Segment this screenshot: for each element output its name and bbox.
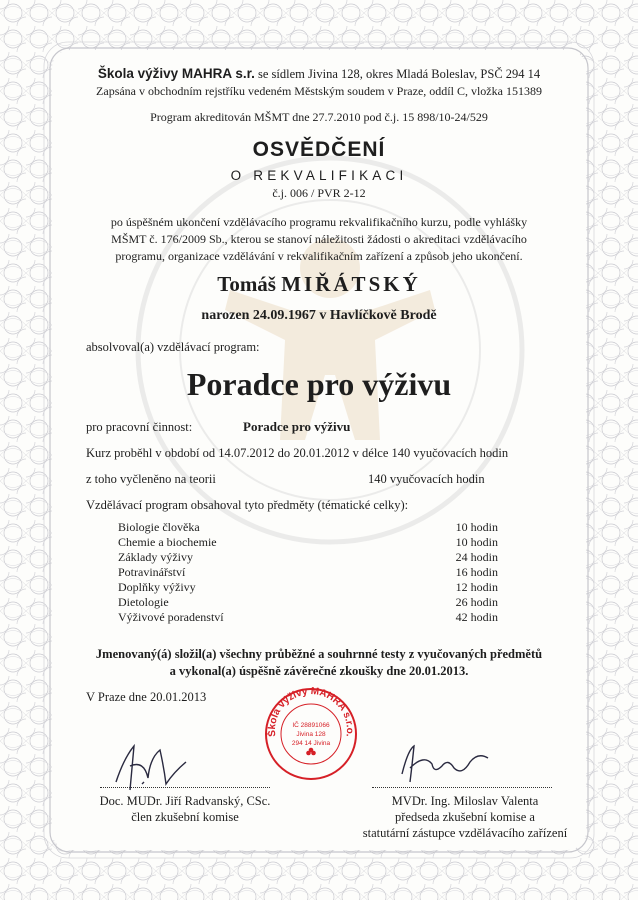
graduate-name: [0, 272, 638, 297]
stamp-city: 294 14 Jivina: [291, 740, 331, 747]
accreditation-line: Program akreditován MŠMT dne 27.7.2010 pod č.j. 15 898/10-24/529: [150, 110, 488, 124]
intro-paragraph: [0, 214, 638, 265]
subject-hours: 12 hodin: [455, 580, 498, 594]
subject-row: [118, 565, 498, 579]
right-signatory-name: MVDr. Ing. Miloslav Valenta: [391, 794, 539, 808]
registration-line: Zapsána v obchodním rejstříku vedeném Městským soudem v Praze, oddíl C, vložka 151389: [96, 84, 542, 98]
subject-row: [118, 520, 498, 534]
birth-info: narozen 24.09.1967 v Havlíčkově Brodě: [201, 308, 437, 323]
right-signature-line: [372, 787, 552, 788]
certificate-subtitle: O REKVALIFIKACI: [230, 168, 408, 183]
school-name: Škola výživy MAHRA s.r.: [97, 66, 255, 81]
left-signatory-name: Doc. MUDr. Jiří Radvanský, CSc.: [99, 794, 271, 808]
subject-row: [118, 580, 498, 594]
subject-name: Doplňky výživy: [118, 580, 196, 594]
subject-name: Výživové poradenství: [118, 610, 224, 624]
subject-row: [118, 595, 498, 609]
certificate-title: OSVĚDČENÍ: [252, 138, 386, 161]
subject-row: [118, 610, 498, 624]
school-header: [0, 66, 638, 82]
intro-line: MŠMT č. 176/2009 Sb., kterou se stanoví náležitosti žádosti o akreditaci vzdělávacího: [111, 232, 527, 246]
graduate-surname: MIŘÁTSKÝ: [281, 272, 421, 296]
activity-value: Poradce pro výživu: [243, 419, 351, 434]
course-period: Kurz proběhl v období od 14.07.2012 do 20.01.2012 v délce 140 vyučovacích hodin: [86, 446, 509, 460]
intro-line: programu, organizace vzdělávání v rekvalifikačním zařízení a způsob jeho ukončení.: [115, 249, 523, 263]
activity-label: pro pracovní činnost:: [86, 420, 193, 434]
subject-hours: 24 hodin: [455, 550, 498, 564]
left-signatory-role: člen zkušební komise: [131, 810, 239, 824]
subjects-label: Vzdělávací program obsahoval tyto předměty (tématické celky):: [86, 498, 409, 512]
statement-line: a vykonal(a) úspěšně závěrečné zkoušky dne 20.01.2013.: [169, 664, 469, 678]
stamp-ic: IČ 28891066: [292, 722, 330, 729]
subject-hours: 10 hodin: [455, 520, 498, 534]
theory-value: 140 vyučovacích hodin: [368, 472, 485, 486]
subject-hours: 16 hodin: [455, 565, 498, 579]
subject-hours: 26 hodin: [455, 595, 498, 609]
completed-label: absolvoval(a) vzdělávací program:: [86, 340, 260, 354]
program-name: Poradce pro výživu: [186, 366, 452, 402]
subject-name: Základy výživy: [118, 550, 193, 564]
subject-name: Biologie člověka: [118, 520, 200, 534]
clover-icon: [306, 748, 316, 756]
place-date: V Praze dne 20.01.2013: [86, 690, 207, 704]
theory-label: z toho vyčleněno na teorii: [86, 472, 216, 486]
stamp-ring-text: Škola výživy MAHRA s.r.o.: [266, 686, 356, 738]
subject-hours: 42 hodin: [455, 610, 498, 624]
subject-name: Dietologie: [118, 595, 169, 609]
subject-name: Chemie a biochemie: [118, 535, 217, 549]
stamp-street: Jivina 128: [296, 731, 326, 738]
subject-name: Potravinářství: [118, 565, 186, 579]
exam-statement: [0, 646, 638, 680]
right-signature-image: [392, 740, 502, 790]
svg-text:Škola výživy MAHRA s.r.o.: [265, 686, 355, 738]
subject-row: [118, 535, 498, 549]
school-seat: se sídlem Jivina 128, okres Mladá Boleslav, PSČ 294 14: [258, 67, 541, 81]
graduate-first-name: Tomáš: [217, 272, 276, 296]
reference-number: č.j. 006 / PVR 2-12: [272, 186, 366, 200]
official-stamp: [263, 686, 359, 782]
left-signature-image: [104, 738, 214, 798]
left-signature-line: [100, 787, 270, 788]
subject-hours: 10 hodin: [455, 535, 498, 549]
right-signatory-role: statutární zástupce vzdělávacího zařízení: [362, 826, 568, 840]
right-signatory-role: předseda zkušební komise a: [395, 810, 535, 824]
statement-line: Jmenovaný(á) složil(a) všechny průběžné a souhrnné testy z vyučovaných předmětů: [95, 647, 543, 661]
subject-row: [118, 550, 498, 564]
intro-line: po úspěšném ukončení vzdělávacího programu rekvalifikačního kurzu, podle vyhlášky: [110, 215, 528, 229]
